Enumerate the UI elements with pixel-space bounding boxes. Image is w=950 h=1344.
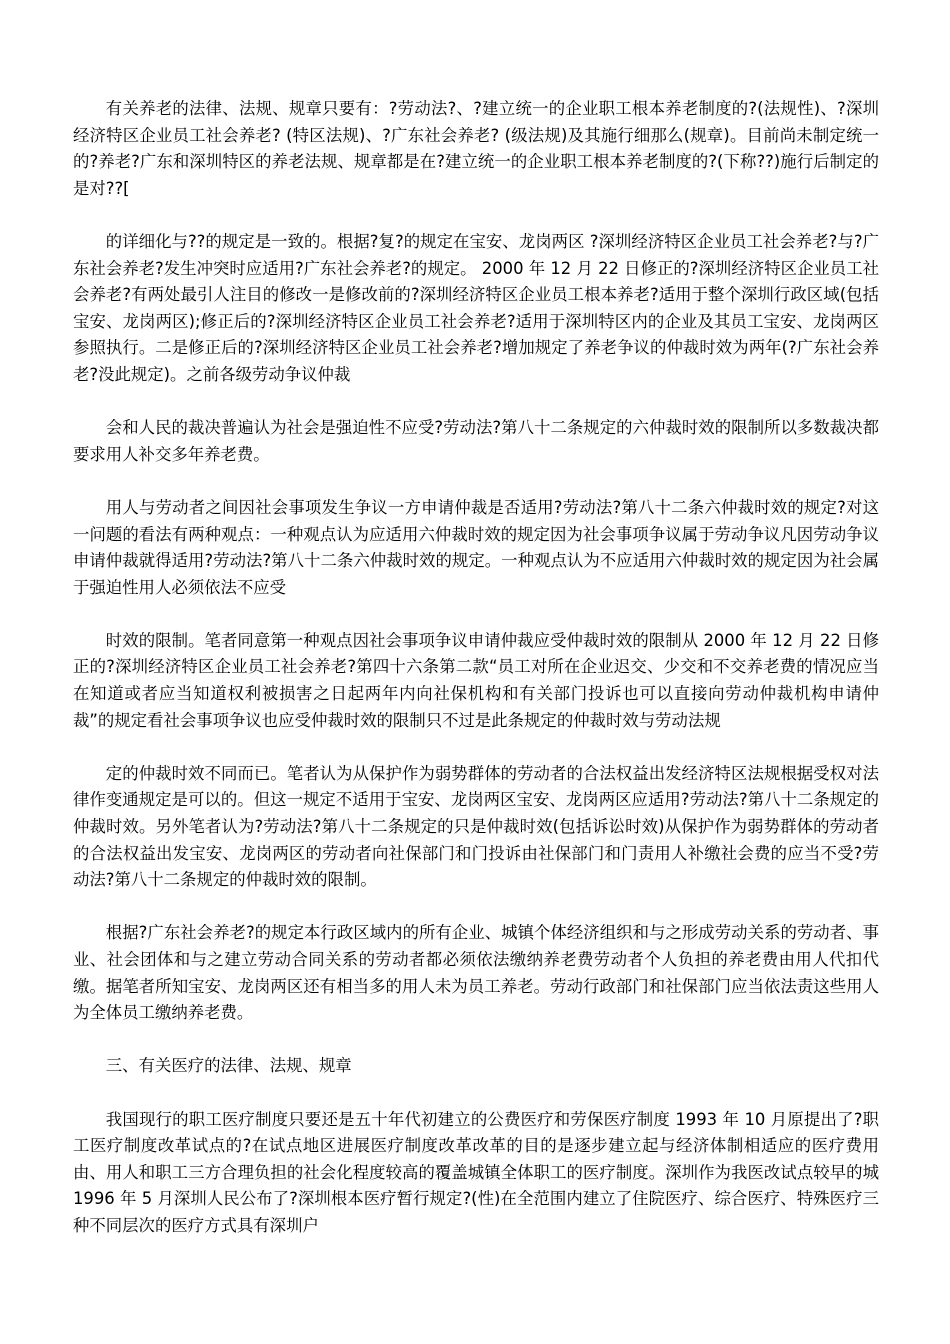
- paragraph-shenzhen-regulation: 的详细化与??的规定是一致的。根据?复?的规定在宝安、龙岗两区 ?深圳经济特区企业员工社会养老?与?广东社会养老?发生冲突时应适用?广东社会养老?的规定。 2000 年 12 月 22 日修正的?深圳经济特区企业员工社会养老?有两处最引人注目的修改一是修改前的?深圳经济特区企业员工根本养老?适用于整个深圳行政区域(包括宝安、龙岗两区);修正后的?深圳经济特区企业员工社会养老?适用于深圳特区内的企业及其员工宝安、龙岗两区参照执行。二是修正后的?深圳经济特区企业员工社会养老?增加规定了养老争议的仲裁时效为两年(?广东社会养老?没此规定)。之前各级劳动争议仲裁: [73, 231, 879, 384]
- paragraph-pension-laws: 有关养老的法律、法规、规章只要有：?劳动法?、?建立统一的企业职工根本养老制度的?(法规性)、?深圳经济特区企业员工社会养老? (特区法规)、?广东社会养老? (级法规)及其施行细那么(规章)。目前尚未制定统一的?养老?广东和深圳特区的养老法规、规章都是在?建立统一的企业职工根本养老制度的?(下称??)施行后制定的是对??[: [73, 99, 879, 198]
- paragraph-guangdong-regulation: 根据?广东社会养老?的规定本行政区域内的所有企业、城镇个体经济组织和与之形成劳动关系的劳动者、事业、社会团体和与之建立劳动合同关系的劳动者都必须依法缴纳养老费劳动者个人负担的养老费由用人代扣代缴。据笔者所知宝安、龙岗两区还有相当多的用人未为员工养老。劳动行政部门和社保部门应当依法责这些用人为全体员工缴纳养老费。: [73, 923, 879, 1023]
- paragraph-author-opinion: 时效的限制。笔者同意第一种观点因社会事项争议申请仲裁应受仲裁时效的限制从 2000 年 12 月 22 日修正的?深圳经济特区企业员工社会养老?第四十六条第二款“员工对所在企业迟交、少交和不交养老费的情况应当在知道或者应当知道权利被损害之日起两年内向社保机构和有关部门投诉也可以直接向劳动仲裁机构申请仲裁”的规定看社会事项争议也应受仲裁时效的限制只不过是此条规定的仲裁时效与劳动法规: [73, 630, 879, 730]
- paragraph-medical-system: 我国现行的职工医疗制度只要还是五十年代初建立的公费医疗和劳保医疗制度 1993 年 10 月原提出了?职工医疗制度改革试点的?在试点地区进展医疗制度改革改革的目的是逐步建立起与经济体制相适应的医疗费用由、用人和职工三方合理负担的社会化程度较高的覆盖城镇全体职工的医疗制度。深圳作为我医改试点较早的城 1996 年 5 月深圳人民公布了?深圳根本医疗暂行规定?(性)在全范围内建立了住院医疗、综合医疗、特殊医疗三种不同层次的医疗方式具有深圳户: [73, 1109, 879, 1235]
- section-heading-medical: 三、有关医疗的法律、法规、规章: [105, 1056, 352, 1076]
- paragraph-arbitration-rulings: 会和人民的裁决普遍认为社会是强迫性不应受?劳动法?第八十二条规定的六仲裁时效的限制所以多数裁决都要求用人补交多年养老费。: [73, 418, 879, 464]
- paragraph-two-views: 用人与劳动者之间因社会事项发生争议一方申请仲裁是否适用?劳动法?第八十二条六仲裁时效的规定?对这一问题的看法有两种观点：一种观点认为应适用六仲裁时效的规定因为社会事项争议属于劳动争议凡因劳动争议申请仲裁就得适用?劳动法?第八十二条六仲裁时效的规定。一种观点认为不应适用六仲裁时效的规定因为社会属于强迫性用人必须依法不应受: [73, 497, 879, 597]
- paragraph-time-limit: 定的仲裁时效不同而已。笔者认为从保护作为弱势群体的劳动者的合法权益出发经济特区法规根据受权对法律作变通规定是可以的。但这一规定不适用于宝安、龙岗两区宝安、龙岗两区应适用?劳动法?第八十二条规定的仲裁时效。另外笔者认为?劳动法?第八十二条规定的只是仲裁时效(包括诉讼时效)从保护作为弱势群体的劳动者的合法权益出发宝安、龙岗两区的劳动者向社保部门和门投诉由社保部门和门责用人补缴社会费的应当不受?劳动法?第八十二条规定的仲裁时效的限制。: [73, 763, 879, 890]
- document-page: [73, 96, 879, 1266]
